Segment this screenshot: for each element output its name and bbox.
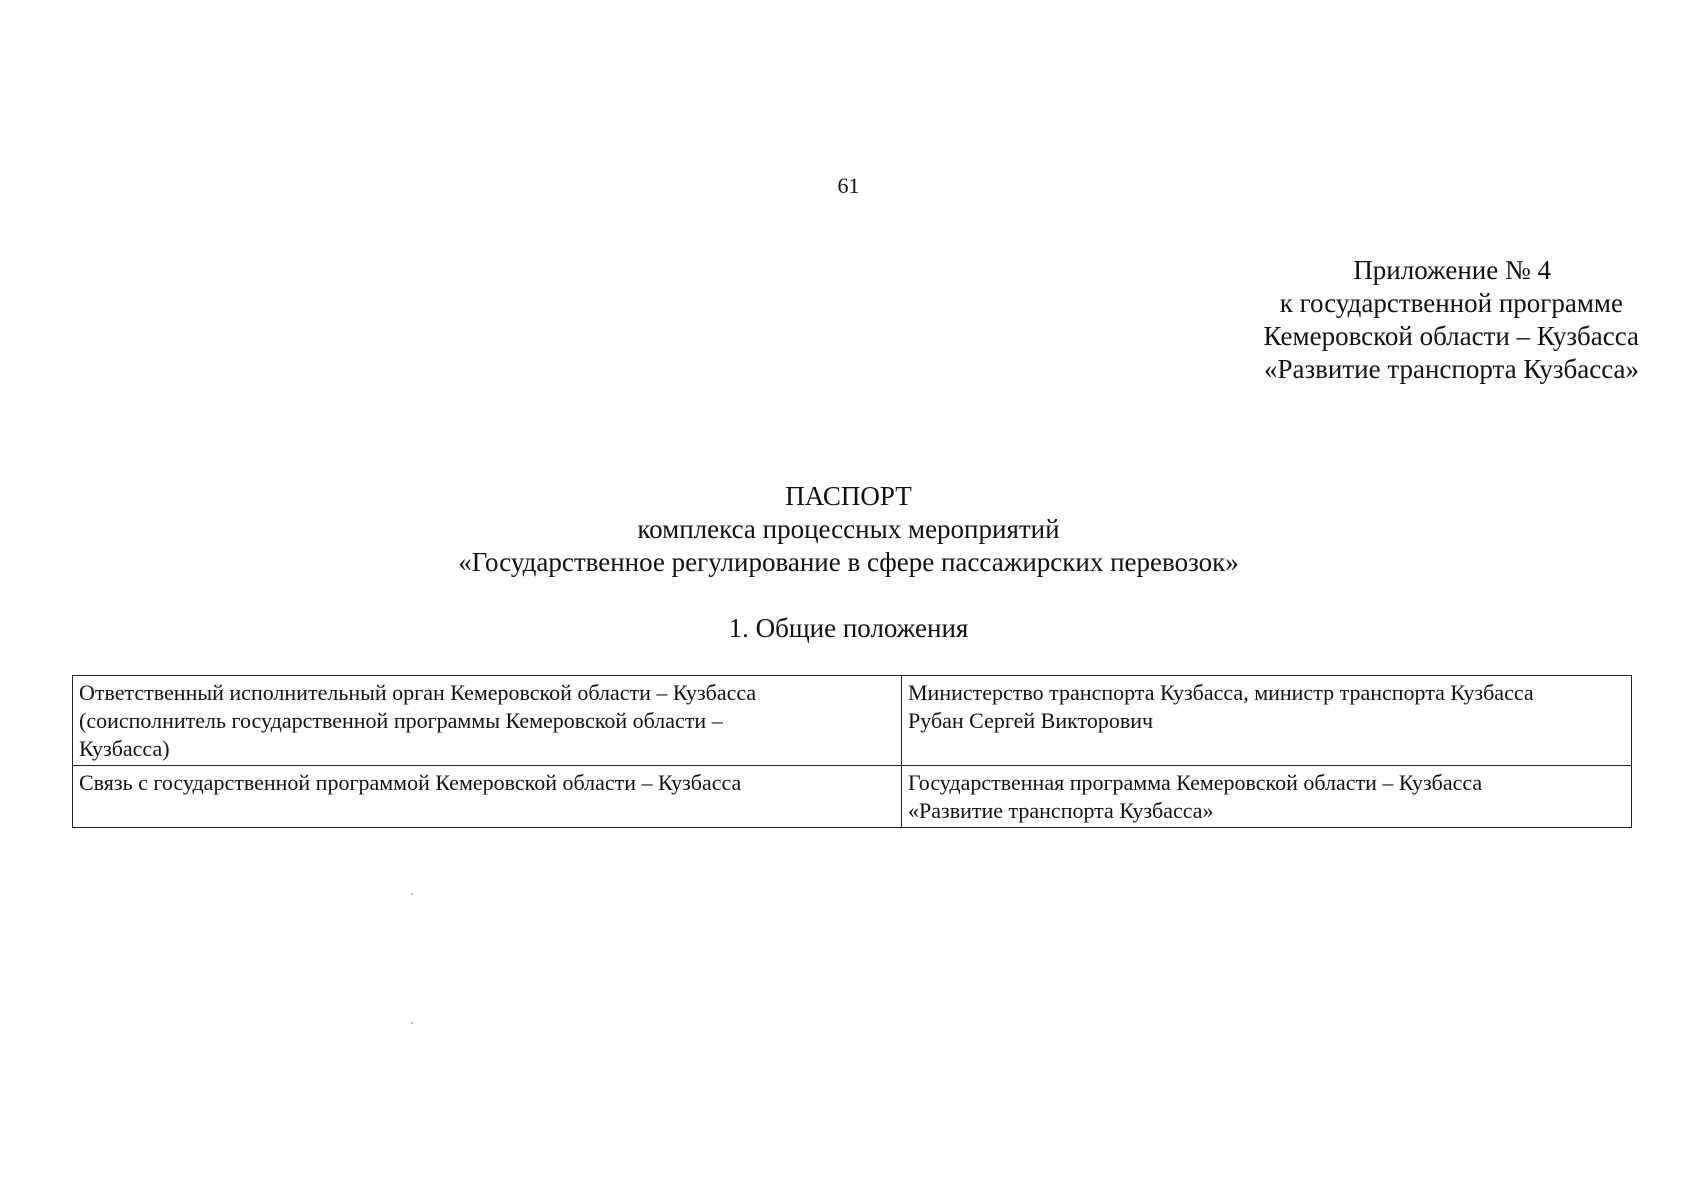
scan-speck — [411, 1022, 413, 1024]
cell-text-line: Министерство транспорта Кузбасса, министр транспорта Кузбасса — [908, 680, 1534, 705]
appendix-program-name: «Развитие транспорта Кузбасса» — [1264, 354, 1639, 384]
table-cell-label — [73, 766, 902, 828]
cell-text-line: Государственная программа Кемеровской области – Кузбасса — [908, 770, 1483, 795]
page-number: 61 — [837, 173, 860, 198]
table-cell-value — [902, 676, 1632, 766]
cell-text-line: «Развитие транспорта Кузбасса» — [908, 798, 1214, 823]
passport-complex-name: «Государственное регулирование в сфере пассажирских перевозок» — [458, 547, 1239, 577]
appendix-header — [1079, 254, 1639, 386]
cell-text-line: (соисполнитель государственной программы Кемеровской области – — [79, 708, 723, 733]
section-title: 1. Общие положения — [728, 613, 969, 643]
passport-title: ПАСПОРТ — [785, 481, 912, 511]
general-provisions-table — [72, 675, 1632, 828]
table-cell-label — [73, 676, 902, 766]
table-row — [73, 676, 1632, 766]
passport-heading — [0, 480, 1697, 579]
table-row — [73, 766, 1632, 828]
passport-subtitle: комплекса процессных мероприятий — [637, 514, 1060, 544]
appendix-region: Кемеровской области – Кузбасса — [1263, 321, 1639, 351]
scan-speck — [411, 893, 413, 895]
cell-text-line: Кузбасса) — [79, 736, 170, 761]
cell-text-line: Ответственный исполнительный орган Кемеровской области – Кузбасса — [79, 680, 757, 705]
appendix-reference: к государственной программе — [1279, 288, 1623, 318]
appendix-number: Приложение № 4 — [1353, 255, 1551, 285]
cell-text-line: Рубан Сергей Викторович — [908, 708, 1154, 733]
cell-text-line: Связь с государственной программой Кемеровской области – Кузбасса — [79, 770, 742, 795]
table-cell-value — [902, 766, 1632, 828]
